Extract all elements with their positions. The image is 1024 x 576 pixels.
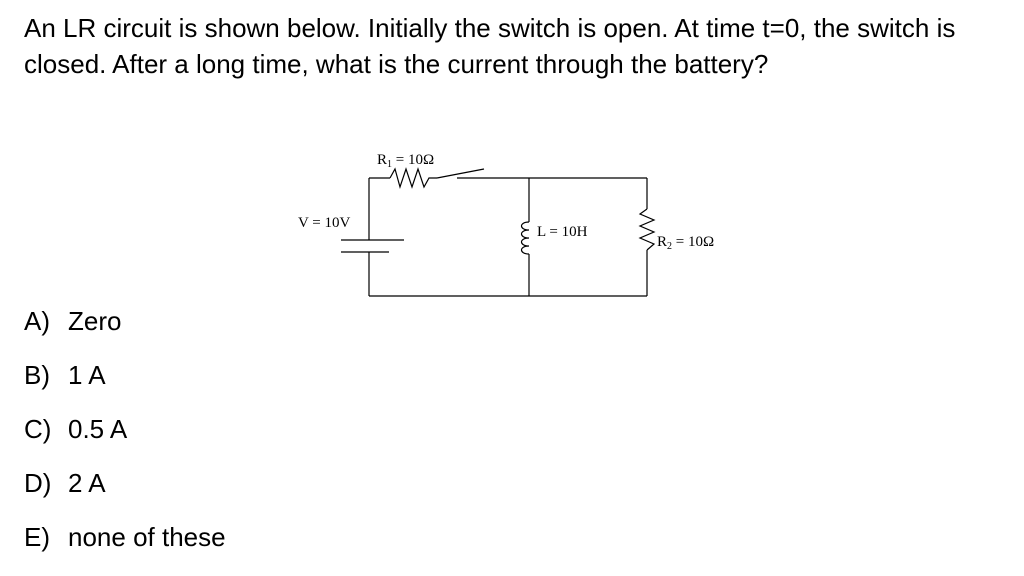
option-text: 0.5 A bbox=[68, 414, 128, 444]
option-b[interactable] bbox=[24, 358, 226, 412]
inductor-label: L = 10H bbox=[537, 224, 588, 240]
option-letter: B) bbox=[24, 360, 50, 390]
option-a[interactable] bbox=[24, 304, 226, 358]
option-text: 1 A bbox=[68, 360, 106, 390]
inductor-coil bbox=[522, 222, 530, 254]
r2-label: $R_2 = 10\Omega$ bbox=[657, 234, 715, 252]
option-e[interactable] bbox=[24, 520, 226, 574]
switch-blade bbox=[437, 169, 484, 178]
option-text: Zero bbox=[68, 306, 122, 336]
r1-resistor bbox=[390, 169, 437, 187]
r2-resistor bbox=[640, 209, 654, 250]
option-text: none of these bbox=[68, 522, 226, 552]
question-text: An LR circuit is shown below. Initially the switch is open. At time t=0, the switch is closed. After a long time, what is the current through the battery? bbox=[24, 13, 956, 79]
option-letter: C) bbox=[24, 414, 52, 444]
option-letter: D) bbox=[24, 468, 52, 498]
option-d[interactable] bbox=[24, 466, 226, 520]
option-c[interactable] bbox=[24, 412, 226, 466]
option-text: 2 A bbox=[68, 468, 106, 498]
battery-label: V = 10V bbox=[298, 215, 351, 231]
answer-options bbox=[24, 304, 226, 574]
r1-label: $R_1 = 10\Omega$ bbox=[377, 152, 435, 170]
option-letter: E) bbox=[24, 522, 50, 552]
option-letter: A) bbox=[24, 306, 50, 336]
